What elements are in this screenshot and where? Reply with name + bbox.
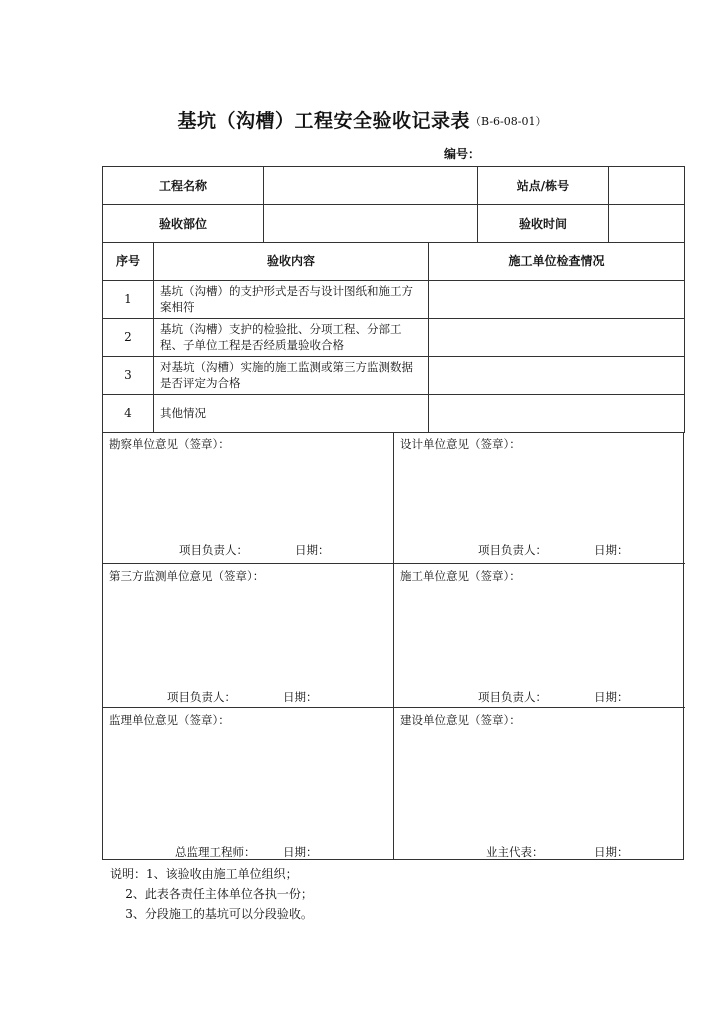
table-row: [103, 280, 685, 318]
form-title: [0, 106, 724, 133]
monitor-signer-label: 项目负责人：: [167, 690, 236, 704]
supervision-date-label: 日期：: [283, 845, 318, 859]
survey-opinion-block[interactable]: [103, 432, 393, 563]
doc-number-label: 编号：: [444, 147, 481, 161]
construction-opinion-title: 施工单位意见（签章）：: [400, 569, 521, 583]
part-field[interactable]: [264, 205, 478, 243]
row-result-field[interactable]: [429, 318, 685, 356]
survey-signer-label: 项目负责人：: [179, 543, 248, 557]
owner-date-label: 日期：: [594, 845, 629, 859]
title-main: 基坑（沟槽）工程安全验收记录表: [177, 110, 471, 132]
survey-date-label: 日期：: [295, 543, 330, 557]
design-date-label: 日期：: [594, 543, 629, 557]
form-code: （B-6-08-01）: [470, 115, 547, 128]
monitor-date-label: 日期：: [283, 690, 318, 704]
row-number: 4: [103, 394, 154, 432]
design-signer-label: 项目负责人：: [478, 543, 547, 557]
table-row: [103, 356, 685, 394]
supervision-opinion-block[interactable]: [103, 708, 393, 860]
design-opinion-block[interactable]: [394, 432, 685, 563]
supervision-signer-label: 总监理工程师：: [175, 845, 256, 859]
row-number: 1: [103, 280, 154, 318]
col-header-content: 验收内容: [154, 242, 429, 280]
row-content: 其他情况: [154, 394, 429, 432]
row-number: 3: [103, 356, 154, 394]
notes: [110, 864, 313, 924]
part-label: 验收部位: [103, 205, 264, 243]
station-label: 站点/栋号: [478, 167, 609, 205]
row-content: 基坑（沟槽）支护的检验批、分项工程、分部工程、子单位工程是否经质量验收合格: [154, 318, 429, 356]
opinions-section: [102, 432, 684, 860]
checklist-table: [102, 242, 684, 433]
col-header-result: 施工单位检查情况: [429, 242, 685, 280]
note-line: 说明：1、该验收由施工单位组织；: [110, 867, 298, 881]
time-label: 验收时间: [478, 205, 609, 243]
row-result-field[interactable]: [429, 356, 685, 394]
design-opinion-title: 设计单位意见（签章）：: [400, 437, 521, 451]
project-name-field[interactable]: [264, 167, 478, 205]
row-result-field[interactable]: [429, 394, 685, 432]
row-number: 2: [103, 318, 154, 356]
row-result-field[interactable]: [429, 280, 685, 318]
row-content: 对基坑（沟槽）实施的施工监测或第三方监测数据是否评定为合格: [154, 356, 429, 394]
note-line: 3、分段施工的基坑可以分段验收。: [110, 907, 313, 921]
owner-opinion-block[interactable]: [394, 708, 685, 860]
owner-opinion-title: 建设单位意见（签章）：: [400, 713, 521, 727]
supervision-opinion-title: 监理单位意见（签章）：: [109, 713, 230, 727]
note-line: 2、此表各责任主体单位各执一份；: [110, 887, 313, 901]
table-row: [103, 394, 685, 432]
row-content: 基坑（沟槽）的支护形式是否与设计图纸和施工方案相符: [154, 280, 429, 318]
time-field[interactable]: [609, 205, 685, 243]
construction-date-label: 日期：: [594, 690, 629, 704]
owner-signer-label: 业主代表：: [486, 845, 544, 859]
monitor-opinion-block[interactable]: [103, 564, 393, 707]
construction-signer-label: 项目负责人：: [478, 690, 547, 704]
col-header-no: 序号: [103, 242, 154, 280]
station-field[interactable]: [609, 167, 685, 205]
monitor-opinion-title: 第三方监测单位意见（签章）：: [109, 569, 265, 583]
construction-opinion-block[interactable]: [394, 564, 685, 707]
table-row: [103, 318, 685, 356]
project-name-label: 工程名称: [103, 167, 264, 205]
project-info-table: [102, 166, 684, 243]
survey-opinion-title: 勘察单位意见（签章）：: [109, 437, 230, 451]
